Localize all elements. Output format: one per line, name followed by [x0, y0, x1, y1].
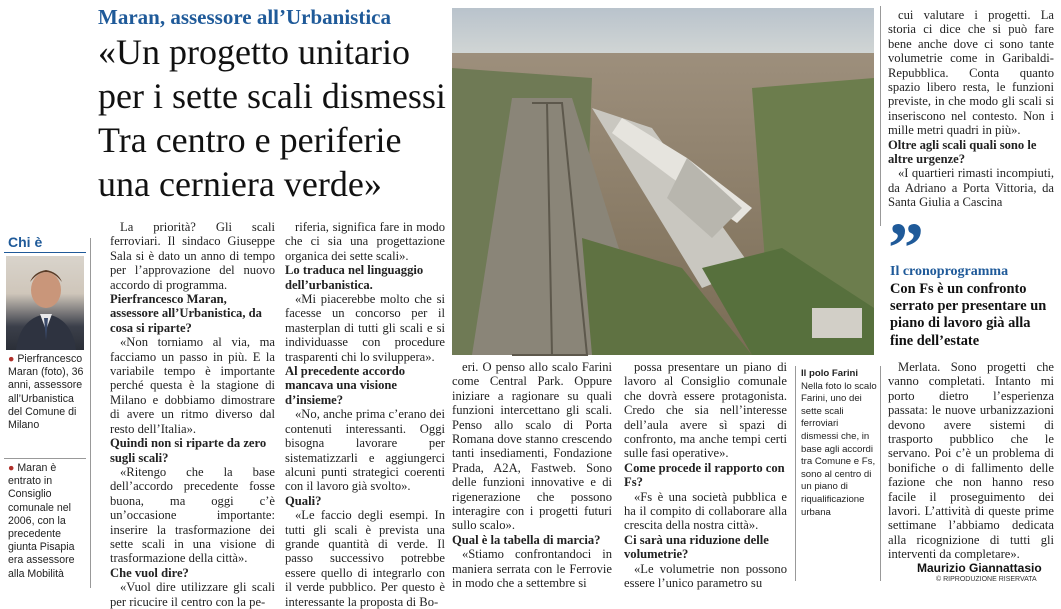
interview-paragraph: «Le faccio degli esempi. In tutti gli scali è prevista una grande quantità di verde. Il passo successivo potrebbe essere quello di integrarlo con il verde pubblico. Per questo è interessante la proposta di Bo-: [285, 508, 445, 609]
author-portrait: [6, 256, 84, 350]
bio-text: Maran è entrato in Consiglio comunale nel 2006, con la precedente giunta Pisapia era assessore alla Mobilità: [8, 462, 75, 580]
interview-question: Ci sarà una riduzione delle volumetrie?: [624, 532, 769, 562]
interview-question: Pierfrancesco Maran, assessore all’Urbanistica, da cosa si riparte?: [110, 292, 262, 335]
interview-paragraph: «Fs è una società pubblica e ha il compito di collaborare alla crescita della nostra città».: [624, 489, 787, 533]
pullquote-text: Con Fs è un confronto serrato per presentare un piano di lavoro già alla fine dell’estate: [890, 281, 1047, 349]
sidebar-heading-rule: [4, 252, 86, 253]
interview-question: Al precedente accordo mancava una visione d’insieme?: [285, 364, 406, 407]
bullet-icon: ●: [8, 462, 15, 474]
column-divider: [880, 366, 881, 581]
caption-text: Nella foto lo scalo Farini, uno dei sette scali ferroviari dismessi che, in base agli accordi tra Comune e Fs, sono al centro di un piano di riqualificazione urbana: [801, 380, 877, 518]
interview-question: Qual è la tabella di marcia?: [452, 532, 601, 547]
interview-paragraph: «No, anche prima c’erano dei contenuti interessanti. Oggi bisogna lavorare per sistematizzarli e aggiungerci alcuni punti strategici coerenti con il lavoro già svolto».: [285, 407, 445, 494]
interview-paragraph: riferia, significa fare in modo che ci sia una progettazione organica dei sette scali».: [285, 220, 445, 263]
sidebar-rule: [4, 458, 86, 459]
interview-paragraph: possa presentare un piano di lavoro al Consiglio comunale che dovrà essere protagonista. Credo che sia nell’interesse dell’aula avere sì spazi di confronto, ma anche tempi certi sulle fasi operative».: [624, 360, 787, 461]
interview-paragraph: La priorità? Gli scali ferroviari. Il sindaco Giuseppe Sala si è dato un anno di tempo per l’approvazione del nuovo accordo di programma.: [110, 220, 275, 292]
interview-paragraph: «Ritengo che la base dell’accordo precedente fosse buona, ma oggi c’è un’occasione importante: inserire la trasformazione dei sette scali in una visione di trasformazione della città».: [110, 464, 275, 566]
quote-mark-icon: ”: [888, 208, 924, 288]
caption-title: Il polo Farini: [801, 368, 859, 379]
article-kicker: Maran, assessore all’Urbanistica: [98, 5, 392, 29]
interview-paragraph: eri. O penso allo scalo Farini come Central Park. Oppure iniziare a ragionare su quali funzioni intercettano gli scali. Penso allo scalo di Porta Romana dove stanno crescendo tanti insediamenti, Fondazione Prada, A2A, Fastweb. Sono delle funzioni innovative e di rigenerazione che possono interagire con i progetti futuri sullo scalo».: [452, 360, 612, 533]
interview-question: Oltre agli scali quali sono le altre urgenze?: [888, 137, 1037, 167]
interview-question: Come procede il rapporto con Fs?: [624, 460, 785, 490]
scalo-farini-photo: [452, 8, 874, 355]
interview-paragraph: «Vuol dire utilizzare gli scali per ricucire il centro con la pe-: [110, 580, 275, 609]
copyright-notice: © RIPRODUZIONE RISERVATA: [936, 576, 1037, 583]
interview-question: Quali?: [285, 493, 322, 508]
interview-paragraph: «Stiamo confrontandoci in maniera serrata con le Ferrovie in modo che a settembre si: [452, 547, 612, 591]
column-divider: [880, 6, 881, 226]
headline-line: Tra centro e periferie: [98, 120, 402, 160]
article-column-4: [624, 360, 787, 591]
column-divider: [795, 366, 796, 581]
headline-line: per i sette scali dismessi: [98, 76, 446, 116]
interview-paragraph: «Non torniamo al via, ma facciamo un passo in più. E la variabile tempo è importante perché questa è la stagione di Milano e dobbiamo dimostrare di avere un ritmo diverso dal resto dell’Italia».: [110, 335, 275, 436]
bullet-icon: ●: [8, 353, 15, 365]
interview-question: Che vuol dire?: [110, 565, 189, 580]
article-column-1: [110, 220, 275, 609]
pullquote: [888, 208, 1054, 352]
interview-paragraph: Merlata. Sono progetti che vanno completati. Intanto mi porto dietro l’esperienza passata: le nuove urbanizzazioni devono avere sistemi di trasporto pubblico che le servano. Poi c’è un problema di bonifiche o di fallimento delle fazione che non hanno reso facile il proseguimento dei lavori. L’attività di queste prime settimane l’abbiamo dedicata alla ricognizione di tutti gli interventi da completare».: [888, 360, 1054, 562]
article-column-3: [452, 360, 612, 591]
sidebar-divider: [90, 238, 91, 588]
headline-line: una cerniera verde»: [98, 164, 382, 204]
article-column-6: [888, 360, 1054, 560]
sidebar-bio-2: [8, 462, 88, 581]
byline: Maurizio Giannattasio: [917, 561, 1042, 575]
interview-paragraph: «Le volumetrie non possono essere l’unico parametro su: [624, 561, 787, 591]
interview-question: Quindi non si riparte da zero sugli scali?: [110, 436, 267, 465]
pullquote-kicker: Il cronoprogramma: [890, 264, 1009, 279]
headline-line: «Un progetto unitario: [98, 32, 410, 72]
interview-paragraph: «I quartieri rimasti incompiuti, da Adriano a Porta Vittoria, da Santa Giulia a Cascina: [888, 166, 1054, 210]
interview-question: Lo traduca nel linguaggio dell’urbanistica.: [285, 263, 424, 292]
sidebar-bio-1: [8, 353, 88, 432]
article-headline: [98, 30, 446, 206]
sidebar-heading: Chi è: [8, 234, 43, 250]
article-column-2: [285, 220, 445, 609]
article-column-5: [888, 8, 1054, 220]
bio-text: Pierfrancesco Maran (foto), 36 anni, assessore all’Urbanistica del Comune di Milano: [8, 353, 84, 432]
photo-caption: [801, 368, 877, 519]
interview-paragraph: «Mi piacerebbe molto che si facesse un concorso per il masterplan di tutti gli scali e si individuasse con procedure trasparenti chi lo sviluppera».: [285, 292, 445, 364]
interview-paragraph: cui valutare i progetti. La storia ci dice che si può fare bene anche dove ci sono tante volumetrie come in Garibaldi-Repubblica. Conta quanto spazio libero resta, le funzioni previste, in che modo gli scali si inseriscono nel contesto. Non i mille metri quadri in più».: [888, 8, 1054, 138]
